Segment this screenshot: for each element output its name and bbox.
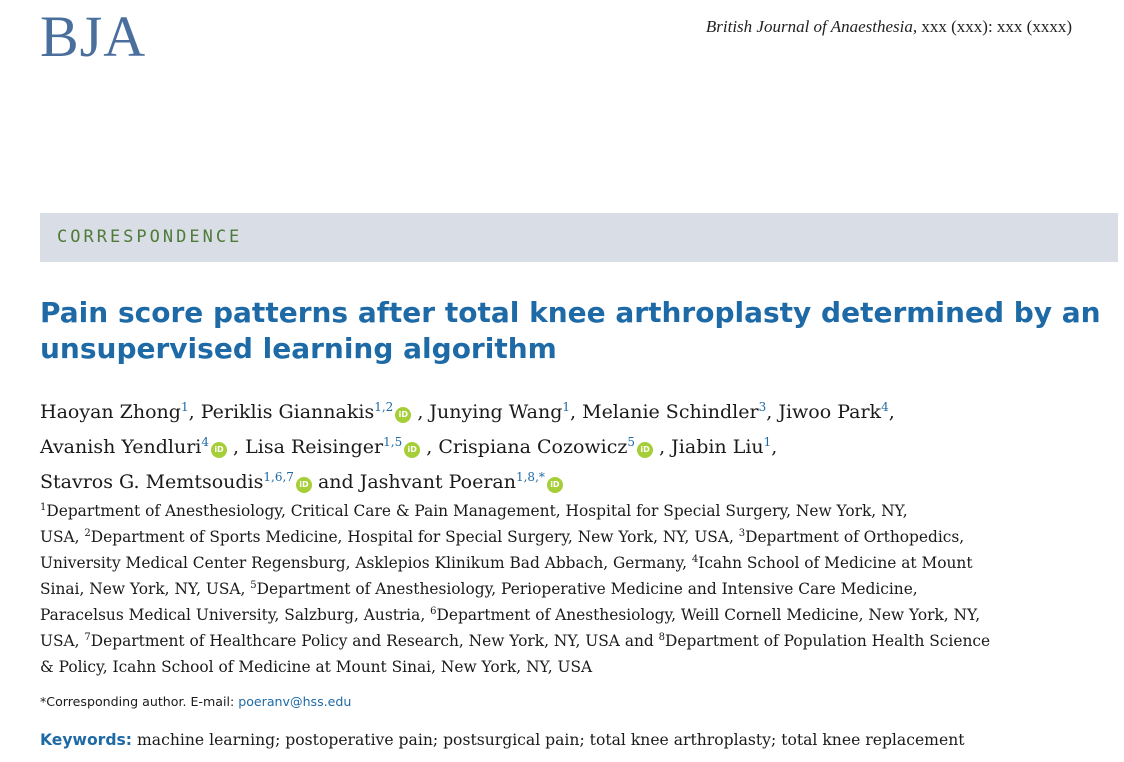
affiliation-line (40, 654, 1122, 680)
author-name[interactable]: Junying Wang (429, 401, 563, 423)
author-separator: , (420, 436, 439, 458)
affiliation-text: University Medical Center Regensburg, Asklepios Klinikum Bad Abbach, Germany, (40, 554, 692, 572)
orcid-icon[interactable]: iD (395, 407, 411, 423)
affiliations (40, 498, 1122, 680)
author-affiliation-marker[interactable]: 1,2 (374, 400, 394, 414)
affiliation-number: 4 (691, 554, 699, 565)
author-separator: , (653, 436, 672, 458)
journal-volume-info: , xxx (xxx): xxx (xxxx) (912, 17, 1072, 36)
orcid-icon[interactable]: iD (404, 442, 420, 458)
affiliation-text: USA, (40, 632, 85, 650)
journal-name: British Journal of Anaesthesia (705, 17, 913, 36)
author-affiliation-marker[interactable]: 5 (627, 435, 636, 449)
author-separator: , (227, 436, 246, 458)
author-affiliation-marker[interactable]: 4 (881, 400, 889, 414)
affiliation-text: Icahn School of Medicine at Mount (698, 554, 973, 572)
orcid-icon[interactable]: iD (637, 442, 653, 458)
orcid-icon[interactable]: iD (296, 477, 312, 493)
author-name[interactable]: Lisa Reisinger (245, 436, 384, 458)
corresponding-label: *Corresponding author. E-mail: (40, 694, 239, 709)
author-name[interactable]: Haoyan Zhong (40, 401, 181, 423)
author-name[interactable]: Melanie Schindler (582, 401, 759, 423)
email-link[interactable]: poeranv@hss.edu (238, 694, 352, 709)
author-affiliation-marker[interactable]: 1 (562, 400, 571, 414)
section-label: CORRESPONDENCE (57, 227, 243, 247)
affiliation-line (40, 602, 1122, 628)
affiliation-text: Paracelsus Medical University, Salzburg, Austria, (40, 606, 431, 624)
section-band (40, 213, 1118, 262)
orcid-icon[interactable]: iD (547, 477, 563, 493)
affiliation-line (40, 524, 1122, 550)
author-name[interactable]: Crispiana Cozowicz (438, 436, 628, 458)
author-separator: , (570, 401, 583, 423)
affiliation-number: 8 (658, 632, 666, 643)
journal-logo: BJA (40, 4, 147, 69)
keywords-text: machine learning; postoperative pain; postsurgical pain; total knee arthroplasty; total knee replacement (132, 731, 965, 749)
orcid-icon[interactable]: iD (211, 442, 227, 458)
author-separator: , (771, 436, 778, 458)
affiliation-number: 5 (250, 580, 257, 591)
affiliation-text: & Policy, Icahn School of Medicine at Mount Sinai, New York, NY, USA (40, 658, 593, 676)
affiliation-text: Department of Population Health Science (665, 632, 991, 650)
affiliation-text: Department of Anesthesiology, Critical Care & Pain Management, Hospital for Special Surgery, New York, NY, (46, 502, 908, 520)
affiliation-number: 1 (40, 502, 47, 513)
affiliation-text: Department of Anesthesiology, Perioperative Medicine and Intensive Care Medicine, (256, 580, 918, 598)
article-title: Pain score patterns after total knee arthroplasty determined by an unsupervised learning algorithm (40, 296, 1101, 365)
author-separator: and (311, 471, 360, 493)
author-affiliation-marker[interactable]: 1,6,7 (263, 470, 294, 484)
author-name[interactable]: Avanish Yendluri (40, 436, 202, 458)
affiliation-text: Department of Anesthesiology, Weill Cornell Medicine, New York, NY, (436, 606, 981, 624)
author-separator: , (766, 401, 779, 423)
affiliation-number: 3 (738, 528, 746, 539)
affiliation-line (40, 576, 1122, 602)
corresponding-author (40, 694, 351, 709)
author-affiliation-marker[interactable]: 1 (180, 400, 189, 414)
affiliation-text: Sinai, New York, NY, USA, (40, 580, 251, 598)
affiliation-text: Department of Orthopedics, (745, 528, 965, 546)
author-name[interactable]: Periklis Giannakis (200, 401, 375, 423)
author-separator: , (888, 401, 895, 423)
affiliation-line (40, 628, 1122, 654)
author-affiliation-marker[interactable]: 4 (201, 435, 210, 449)
journal-citation (706, 17, 1072, 37)
affiliation-text: USA, (40, 528, 85, 546)
affiliation-number: 2 (84, 528, 91, 539)
author-name[interactable]: Stavros G. Memtsoudis (40, 471, 264, 493)
author-affiliation-marker[interactable]: 3 (758, 400, 767, 414)
author-separator: , (411, 401, 430, 423)
affiliation-text: Department of Healthcare Policy and Research, New York, NY, USA and (90, 632, 659, 650)
author-list (40, 392, 1124, 497)
affiliation-number: 6 (430, 606, 437, 617)
author-name[interactable]: Jashvant Poeran (359, 471, 516, 493)
affiliation-line (40, 498, 1122, 524)
affiliation-line (40, 550, 1122, 576)
author-affiliation-marker[interactable]: 1,5 (383, 435, 403, 449)
author-affiliation-marker[interactable]: 1 (763, 435, 772, 449)
author-name[interactable]: Jiwoo Park (778, 401, 882, 423)
affiliation-text: Department of Sports Medicine, Hospital for Special Surgery, New York, NY, USA, (90, 528, 739, 546)
author-affiliation-marker[interactable]: 1,8,* (515, 470, 545, 484)
keywords (40, 731, 965, 749)
keywords-label: Keywords: (40, 731, 133, 749)
author-name[interactable]: Jiabin Liu (671, 436, 764, 458)
author-separator: , (188, 401, 201, 423)
affiliation-number: 7 (84, 632, 91, 643)
